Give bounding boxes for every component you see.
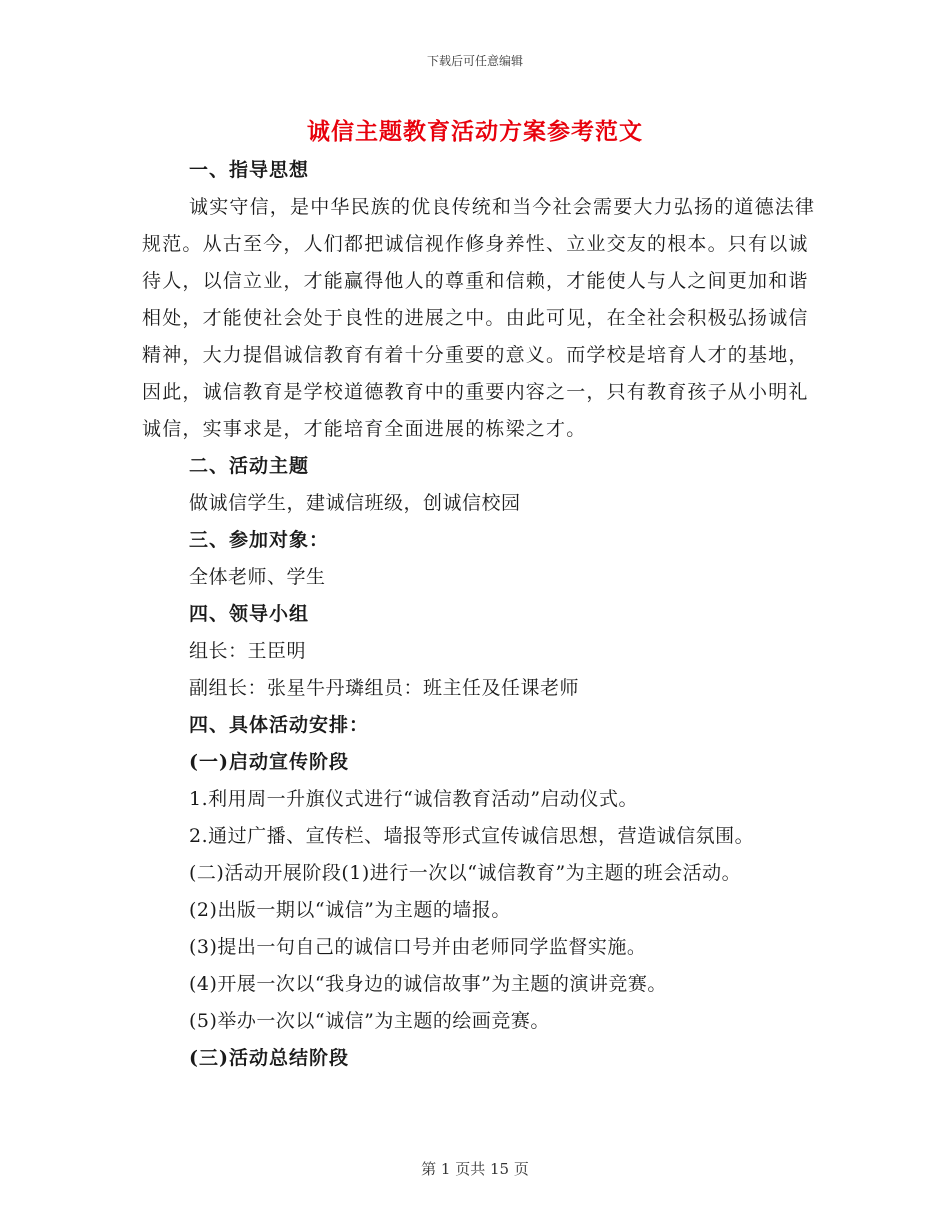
paragraph-activity-theme: 做诚信学生，建诚信班级，创诚信校园 — [189, 492, 521, 514]
phase-line-development: (二)活动开展阶段(1)进行一次以“诚信教育”为主题的班会活动。 — [189, 862, 742, 884]
list-item: (3)提出一句自己的诚信口号并由老师同学监督实施。 — [189, 936, 647, 958]
section-heading-leadership-group: 四、领导小组 — [189, 603, 310, 625]
document-title: 诚信主题教育活动方案参考范文 — [307, 118, 643, 145]
leader-line: 组长：王臣明 — [189, 640, 307, 662]
section-heading-guiding-ideology: 一、指导思想 — [189, 159, 310, 181]
phase-heading-summary: (三)活动总结阶段 — [189, 1047, 349, 1069]
paragraph-participants: 全体老师、学生 — [189, 566, 326, 588]
section-heading-arrangements: 四、具体活动安排： — [189, 714, 370, 736]
document-body — [142, 152, 822, 1077]
list-item: (4)开展一次以“我身边的诚信故事”为主题的演讲竞赛。 — [189, 973, 667, 995]
list-item: (5)举办一次以“诚信”为主题的绘画竞赛。 — [189, 1010, 550, 1032]
paragraph-guiding-ideology: 诚实守信，是中华民族的优良传统和当今社会需要大力弘扬的道德法律规范。从古至今，人们都把诚信视作修身养性、立业交友的根本。只有以诚待人，以信立业，才能赢得他人的尊重和信赖，才能使人与人之间更加和谐相处，才能使社会处于良性的进展之中。由此可见，在全社会积极弘扬诚信精神，大力提倡诚信教育有着十分重要的意义。而学校是培育人才的基地，因此，诚信教育是学校道德教育中的重要内容之一，只有教育孩子从小明礼诚信，实事求是，才能培育全面进展的栋梁之才。 — [142, 196, 816, 440]
list-item: (2)出版一期以“诚信”为主题的墙报。 — [189, 899, 511, 921]
list-item: 1.利用周一升旗仪式进行“诚信教育活动”启动仪式。 — [189, 788, 639, 810]
section-heading-participants: 三、参加对象： — [189, 529, 330, 551]
page-footer: 第 1 页共 15 页 — [421, 1160, 529, 1178]
members-line: 副组长：张星牛丹璘组员：班主任及任课老师 — [189, 677, 580, 699]
page-header-note: 下载后可任意编辑 — [426, 54, 523, 68]
section-heading-activity-theme: 二、活动主题 — [189, 455, 310, 477]
phase-heading-launch: (一)启动宣传阶段 — [189, 751, 349, 773]
list-item: 2.通过广播、宣传栏、墙报等形式宣传诚信思想，营造诚信氛围。 — [189, 825, 755, 847]
